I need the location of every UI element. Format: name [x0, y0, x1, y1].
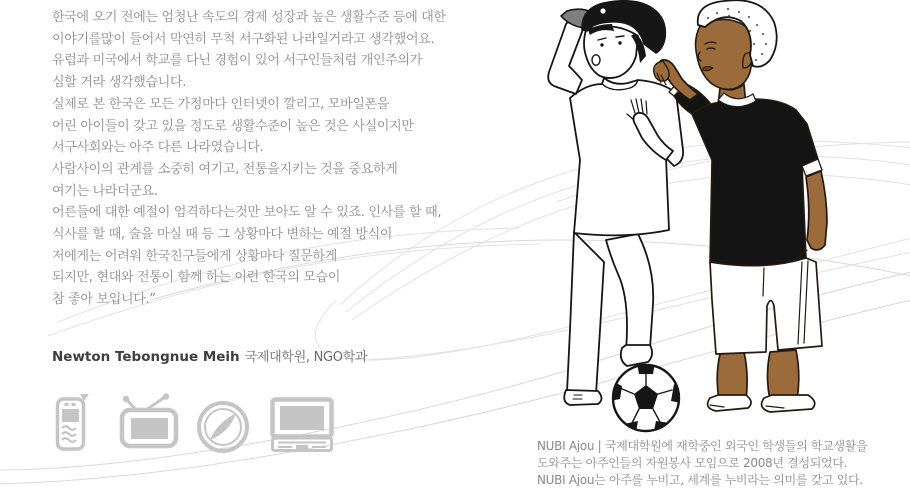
quote-line: 심할 거라 생각했습니다.	[52, 75, 187, 91]
author-name: Newton Tebongnue Meih	[52, 349, 240, 365]
quote-line: 식사를 할 때, 술을 마실 때 등 그 상황마다 변하는 예절 방식이	[52, 227, 393, 243]
compass-icon	[196, 400, 250, 454]
quote-line: 서구사회와는 아주 다른 나라였습니다.	[52, 140, 264, 156]
nubi-caption	[537, 438, 867, 489]
quote-line: 실제로 본 한국은 모든 가정마다 인터넷이 깔리고, 모바일폰을	[52, 96, 390, 112]
quote-line: 어른들에 대한 예절이 엄격하다는것만 보아도 알 수 있죠. 인사를 할 때,	[52, 205, 442, 221]
caption-line: 도와주는 아주인들의 자원봉사 모임으로 2008년 결성되었다.	[537, 456, 848, 470]
quote-paragraph	[52, 7, 482, 311]
computer-icon	[270, 397, 334, 453]
quote-line: 이야기를많이 들어서 막연히 무척 서구화된 나라일거라고 생각했어요.	[52, 31, 435, 47]
caption-line: NUBI Ajou는 아주를 누비고, 세계를 누비라는 의미를 갖고 있다.	[537, 473, 863, 487]
author-affiliation: 국제대학원, NGO학과	[244, 350, 368, 365]
author-line	[52, 346, 367, 365]
quote-line: 참 좋아 보입니다.”	[52, 292, 156, 308]
caption-line: NUBI Ajou | 국제대학원에 재학중인 외국인 학생들의 학교생활을	[537, 439, 868, 453]
quote-line: 한국에 오기 전에는 엄청난 속도의 경제 성장과 높은 생활수준 등에 대한	[52, 10, 446, 25]
quote-line: 되지만, 현대와 전통이 함께 하는 이런 한국의 모습이	[52, 270, 341, 286]
quote-line: 사람사이의 관계를 소중히 여기고, 전통을지키는 것을 중요하게	[52, 161, 398, 177]
quote-line: 어린 아이들이 갖고 있을 정도로 생활수준이 높은 것은 사실이지만	[52, 118, 414, 134]
quote-line: 유럽과 미국에서 학교를 다닌 경험이 있어 서구인들처럼 개인주의가	[52, 53, 423, 69]
quote-line: 여기는 나라더군요.	[52, 183, 158, 199]
students-illustration	[540, 0, 910, 445]
quote-line: 저에게는 어려워 한국친구들에게 상황마다 질문하게	[52, 248, 338, 264]
tv-icon	[119, 393, 179, 449]
mobile-phone-icon	[55, 394, 89, 452]
